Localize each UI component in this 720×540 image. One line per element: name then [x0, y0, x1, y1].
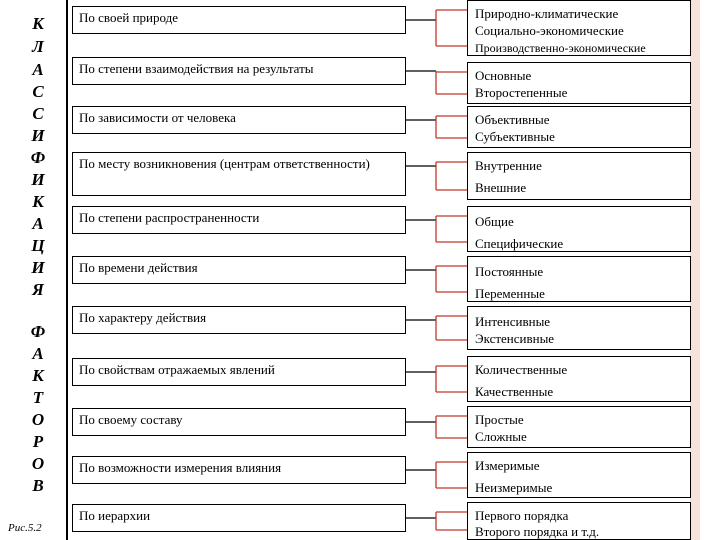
title-letter: К: [32, 192, 44, 211]
types-box: [467, 256, 691, 302]
title-letter: С: [32, 82, 44, 101]
type-item: Внутренние: [475, 158, 542, 173]
criterion-label: По месту возникновения (центрам ответственности): [79, 156, 370, 171]
type-item: Второго порядка и т.д.: [475, 524, 600, 539]
types-box: [467, 206, 691, 252]
criterion-box: [72, 57, 406, 85]
types-box: [467, 406, 691, 448]
type-item: Простые: [475, 412, 524, 427]
type-item: Социально-экономические: [475, 23, 624, 38]
type-item: Внешние: [475, 180, 527, 195]
title-letter: К: [32, 14, 44, 33]
types-box: [467, 502, 691, 540]
title-letter: Ц: [31, 236, 45, 255]
title-letter: Р: [32, 432, 44, 451]
type-item: Объективные: [475, 112, 550, 127]
types-box: [467, 152, 691, 200]
title-letter: О: [31, 410, 45, 429]
types-box: [467, 0, 691, 56]
type-item: Природно-климатические: [475, 6, 619, 21]
title-letter: А: [32, 214, 44, 233]
type-item: Измеримые: [475, 458, 540, 473]
title-letter: О: [31, 454, 45, 473]
types-box: [467, 62, 691, 104]
title-letter: К: [32, 366, 44, 385]
title-letter: Я: [32, 280, 44, 299]
type-item: Интенсивные: [475, 314, 551, 329]
criterion-label: По своей природе: [79, 10, 179, 25]
criterion-box: [72, 206, 406, 234]
title-letter: Т: [32, 388, 44, 407]
types-box: [467, 452, 691, 498]
figure-caption: Рис.5.2: [8, 522, 42, 534]
type-item: Постоянные: [475, 264, 544, 279]
title-letter: И: [31, 258, 45, 277]
title-letter: Л: [32, 37, 44, 56]
title-letter: В: [32, 476, 44, 495]
types-box: [467, 356, 691, 402]
type-item: Экстенсивные: [475, 331, 555, 346]
type-item: Второстепенные: [475, 85, 568, 100]
criterion-box: [72, 408, 406, 436]
type-item: Основные: [475, 68, 532, 83]
type-item: Общие: [475, 214, 514, 229]
type-item: Переменные: [475, 286, 545, 301]
type-item: Первого порядка: [475, 508, 569, 523]
criterion-box: [72, 152, 406, 196]
criterion-label: По зависимости от человека: [79, 110, 236, 125]
criterion-box: [72, 358, 406, 386]
criterion-label: По возможности измерения влияния: [79, 460, 282, 475]
criterion-label: По характеру действия: [79, 310, 207, 325]
criterion-label: По степени распространенности: [79, 210, 260, 225]
title-letter: И: [31, 170, 45, 189]
type-item: Неизмеримые: [475, 480, 553, 495]
criterion-label: По своему составу: [79, 412, 183, 427]
type-item: Количественные: [475, 362, 568, 377]
title-letter: А: [32, 344, 44, 363]
type-item: Сложные: [475, 429, 527, 444]
criterion-box: [72, 306, 406, 334]
title-letter: А: [32, 60, 44, 79]
criterion-box: [72, 106, 406, 134]
types-box: [467, 306, 691, 350]
criterion-label: По свойствам отражаемых явлений: [79, 362, 275, 377]
title-letter: Ф: [30, 148, 46, 167]
criterion-label: По иерархии: [79, 508, 151, 523]
title-letter: Ф: [30, 322, 46, 341]
types-box: [467, 106, 691, 148]
title-letter: И: [31, 126, 45, 145]
criterion-label: По времени действия: [79, 260, 198, 275]
type-item: Субъективные: [475, 129, 555, 144]
title-letter: С: [32, 104, 44, 123]
criterion-box: [72, 456, 406, 484]
criterion-box: [72, 6, 406, 34]
type-item: Специфические: [475, 236, 564, 251]
type-item: Качественные: [475, 384, 554, 399]
criterion-box: [72, 504, 406, 532]
criterion-label: По степени взаимодействия на результаты: [79, 61, 314, 76]
type-item: Производственно-экономические: [475, 41, 646, 55]
criterion-box: [72, 256, 406, 284]
